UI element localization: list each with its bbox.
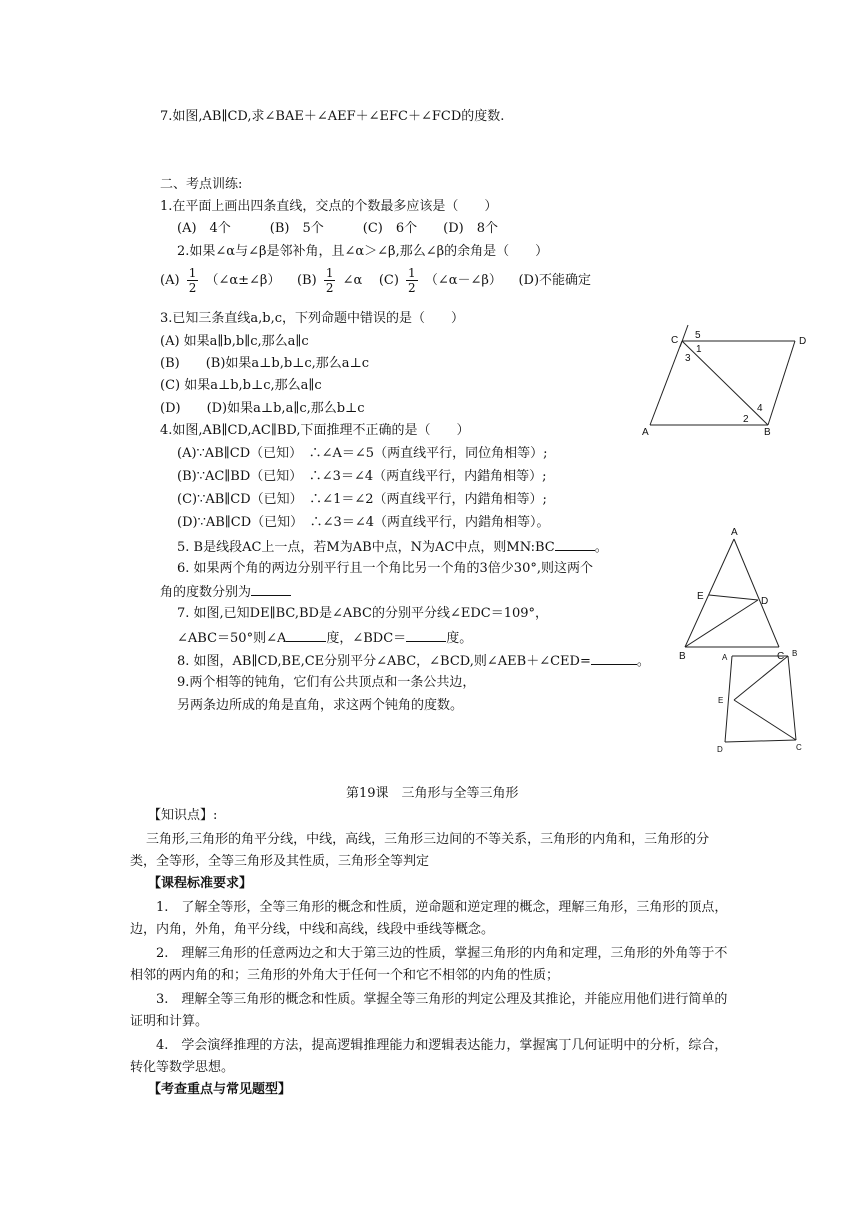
problem-6-line-2: 角的度数分别为: [160, 582, 291, 602]
section-title: 二、考点训练:: [160, 177, 243, 192]
problem-7-line-2: ∠ABC＝50°则∠A 度，∠BDC＝ 度。: [177, 628, 472, 648]
label-b: B: [764, 427, 771, 438]
problem-6-line-1: 6. 如果两个角的两边分别平行且一个角比另一个角的3倍少30°,则这两个: [177, 561, 593, 576]
key-points-heading: 【考查重点与常见题型】: [148, 1082, 292, 1097]
label-d: D: [761, 596, 769, 607]
answer-blank: [406, 628, 446, 642]
lesson-title: 第19课 三角形与全等三角形: [346, 786, 519, 801]
option-c-body: （∠α－∠β）: [424, 273, 502, 288]
label-e: E: [718, 696, 724, 705]
option-b-label: (B): [296, 273, 317, 288]
problem-3-question: 3.已知三条直线a,b,c，下列命题中错误的是（ ）: [160, 311, 465, 326]
figure-3-lines: [725, 656, 796, 742]
problem-4-question: 4.如图,AB∥CD,AC∥BD,下面推理不正确的是（ ）: [160, 423, 470, 438]
problem-4-option-a: (A)∵AB∥CD（已知） ∴∠A＝∠5（两直线平行，同位角相等）;: [177, 446, 548, 461]
label-c: C: [796, 743, 802, 752]
figure-trapezoid-e: [712, 648, 812, 758]
label-a: A: [722, 653, 728, 662]
problem-4-option-c: (C)∵AB∥CD（已知） ∴∠1＝∠2（两直线平行，内錯角相等）;: [177, 492, 547, 507]
label-angle-3: 3: [685, 353, 691, 364]
option-c-label: (C): [378, 273, 399, 288]
fraction-half: $\frac{1}{2}$: [408, 266, 416, 295]
problem-9-line-1: 9.两个相等的钝角，它们有公共顶点和一条公共边，: [177, 675, 476, 690]
problem-3-option-b: (B) (B)如果a⊥b,b⊥c,那么a⊥c: [160, 356, 370, 371]
knowledge-heading: 【知识点】:: [148, 808, 218, 823]
label-angle-2: 2: [743, 414, 749, 425]
label-d: D: [717, 745, 723, 754]
label-c: C: [671, 335, 679, 346]
problem-5: 5. B是线段AC上一点，若M为AB中点，N为AC中点，则MN:BC 。: [177, 537, 608, 557]
problem-1-question: 1.在平面上画出四条直线，交点的个数最多应该是（ ）: [160, 199, 498, 214]
standards-heading: 【课程标准要求】: [148, 876, 253, 891]
answer-blank: [251, 582, 291, 596]
problem-3-option-a: (A) 如果a∥b,b∥c,那么a∥c: [160, 334, 309, 349]
problem-4-option-d: (D)∵AB∥CD（已知） ∴∠3＝∠4（两直线平行，内錯角相等）。: [177, 515, 550, 530]
knowledge-body: 三角形,三角形的角平分线，中线，高线，三角形三边间的不等关系，三角形的内角和，三角形的分类，全等形，全等三角形及其性质，三角形全等判定: [130, 832, 710, 869]
answer-blank: [555, 537, 595, 551]
problem-9-line-2: 另两条边所成的角是直角，求这两个钝角的度数。: [177, 698, 464, 713]
problem-3-option-d: (D) (D)如果a⊥b,a∥c,那么b⊥c: [160, 401, 365, 416]
option-b-body: ∠α: [342, 273, 363, 288]
fraction-half: $\frac{1}{2}$: [188, 266, 197, 295]
standard-item-4: 4. 学会演绎推理的方法，提高逻辑推理能力和逻辑表达能力，掌握寓丁几何证明中的分析，综合，转化等数学思想。: [130, 1038, 728, 1075]
problem-2-options: [160, 266, 591, 296]
label-angle-5: 5: [695, 330, 701, 341]
option-a-body: （∠α±∠β）: [205, 273, 281, 288]
standard-item-1: 1. 了解全等形，全等三角形的概念和性质，逆命题和逆定理的概念，理解三角形，三角形的顶点，边，内角，外角，角平分线，中线和高线，线段中垂线等概念。: [130, 900, 728, 937]
problem-4-option-b: (B)∵AC∥BD（已知） ∴∠3＝∠4（两直线平行，内錯角相等）;: [177, 469, 547, 484]
problem-3-option-c: (C) 如果a⊥b,b⊥c,那么a∥c: [160, 378, 322, 393]
label-a: A: [731, 527, 738, 538]
label-b: B: [679, 651, 686, 662]
option-d: (D)不能确定: [518, 273, 592, 288]
figure-triangle-de-bc: [675, 525, 800, 665]
fraction-half: $\frac{1}{2}$: [325, 266, 334, 295]
label-d: D: [799, 336, 807, 347]
standard-item-2: 2. 理解三角形的任意两边之和大于第三边的性质，掌握三角形的内角和定理，三角形的外角等于不相邻的两内角的和；三角形的外角大于任何一个和它不相邻的内角的性质；: [130, 946, 728, 983]
answer-blank: [591, 651, 637, 665]
question-7-title: 7.如图,AB∥CD,求∠BAE＋∠AEF＋∠EFC＋∠FCD的度数.: [160, 109, 505, 124]
label-angle-1: 1: [696, 344, 702, 355]
label-e: E: [697, 591, 704, 602]
problem-7-line-1: 7. 如图,已知DE∥BC,BD是∠ABC的分别平分线∠EDC＝109°，: [177, 606, 549, 621]
label-angle-4: 4: [757, 403, 763, 414]
option-a-label: (A): [160, 273, 180, 288]
label-c: C: [777, 651, 785, 662]
answer-blank: [286, 628, 326, 642]
problem-2-question: 2.如果∠α与∠β是邻补角，且∠α＞∠β,那么∠β的余角是（ ）: [177, 244, 549, 259]
label-b: B: [792, 649, 798, 658]
figure-parallelogram: [640, 325, 820, 445]
label-a: A: [642, 427, 649, 438]
problem-8: 8. 如图，AB∥CD,BE,CE分别平分∠ABC，∠BCD,则∠AEB＋∠CED= 。: [177, 651, 650, 671]
problem-1-options: (A) 4个 (B) 5个 (C) 6个 (D) 8个: [177, 221, 498, 236]
standard-item-3: 3. 理解全等三角形的概念和性质。掌握全等三角形的判定公理及其推论，并能应用他们进行简单的证明和计算。: [130, 992, 728, 1029]
